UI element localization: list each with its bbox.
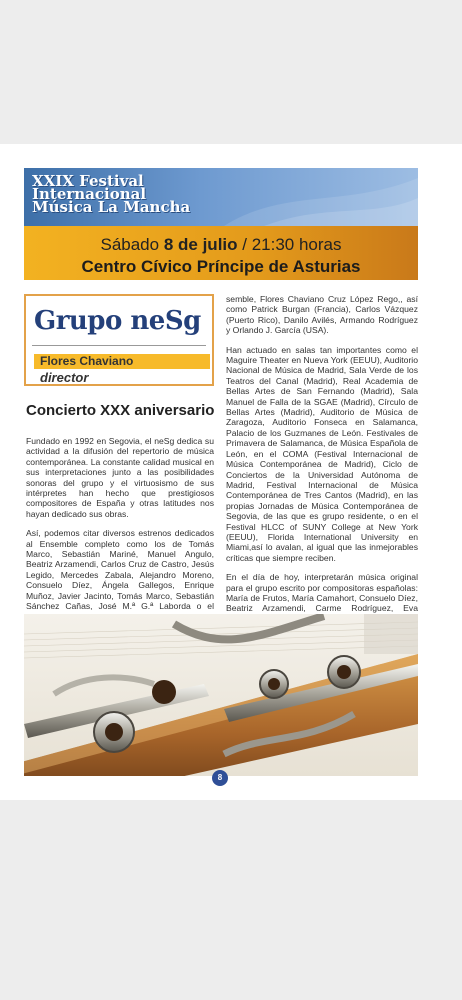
paragraph: Fundado en 1992 en Segovia, el neSg dedica su actividad a la difusión del repertorio de música contemporánea. La constante calidad musical en sus interpretaciones junto a las posibilidades sonoras del grupo y el virtuosismo de sus intérpretes han hecho que prestigiosos compositores de España y otras latitudes nos hayan dedicado sus obras. xyxy=(26,436,214,519)
director-name-bar xyxy=(34,354,210,369)
event-date: 8 de julio xyxy=(163,235,238,254)
event-venue: Centro Cívico Príncipe de Asturias xyxy=(81,257,361,276)
event-day: Sábado xyxy=(100,235,160,254)
concert-title: Concierto XXX aniversario xyxy=(26,402,215,419)
festival-line-3: Música La Mancha xyxy=(32,198,191,216)
paragraph: En el día de hoy, interpretarán música original para el grupo escrito por compositoras españolas: María de Frutos, María Camahort, Consuelo Díez, Beatriz Arzamendi, Carme Rodríguez, Eva xyxy=(226,572,418,614)
paragraph: semble, Flores Chaviano Cruz López Rego,, así como Patrick Burgan (Francia), Carlos Vázquez (Puerto Rico), Danilo Avilés, Armando Rodríguez y Orlando J. García (USA). xyxy=(226,294,418,336)
right-text-column xyxy=(226,294,418,633)
festival-banner xyxy=(24,168,418,226)
divider xyxy=(32,345,206,346)
paragraph: Así, podemos citar diversos estrenos dedicados al Ensemble completo como los de Tomás Marco, Sebastián Mariné, Manuel Angulo, Beatriz Arzamendi, Carlos Cruz de Castro, Jesús Legido, Mercedes Zabala, Alejandro Moreno, Consuelo Díez, Ángela Gallegos, Enrique Muñoz, Javier Jacinto, Tomás Marco, Sebastián Sánchez Cañas, José M.ª G.ª Laborda o el xyxy=(26,528,214,612)
festival-line-2: Internacional xyxy=(32,185,147,203)
banner-decoration-icon xyxy=(24,168,418,226)
clarinet-photo xyxy=(24,614,418,776)
event-time: / 21:30 horas xyxy=(242,235,342,254)
clarinet-illustration-icon xyxy=(24,614,418,776)
group-title: Grupo neSg xyxy=(34,306,201,336)
director-role: director xyxy=(40,370,89,385)
page-number-badge: 8 xyxy=(212,770,228,786)
director-name: Flores Chaviano xyxy=(40,354,134,368)
left-text-column xyxy=(26,436,214,631)
event-date-line xyxy=(24,235,418,255)
group-box xyxy=(24,294,214,386)
event-info-band xyxy=(24,226,418,280)
brochure-page xyxy=(0,144,462,800)
paragraph: Han actuado en salas tan importantes como el Maguire Theater en Nueva York (EEUU), Auditorio Nacional de Música de Madrid, Sala Verde de los Teatros del Canal (Madrid), Real Academia de Bellas Artes de San Fernando (Madrid), Sala Manuel de Falla de la SGAE (Madrid), Círculo de Bellas Artes (Madrid), Auditorio de Música de Zaragoza, Auditorio Fonseca en Salamanca, Palacio de los Guzmanes de León. Festivales de Primavera de Salamanca, de Música Española de León, en el COMA (Festival Internacional de Música Contemporánea de Madrid), Ciclo de Conciertos de la Universidad Autónoma de Madrid, Festival Internacional de Música Contemporánea de Tres Cantos (Madrid), en las propias Jornadas de Música Contemporánea de Segovia, de las que es grupo residente, o en el Festival HLCC of SUNY College at New York (EEUU), Florida International University en Miami,así lo avalan, al igual que las inmejorables críticas que siempre reciben. xyxy=(226,344,418,563)
festival-line-1: XXIX Festival xyxy=(32,172,144,190)
